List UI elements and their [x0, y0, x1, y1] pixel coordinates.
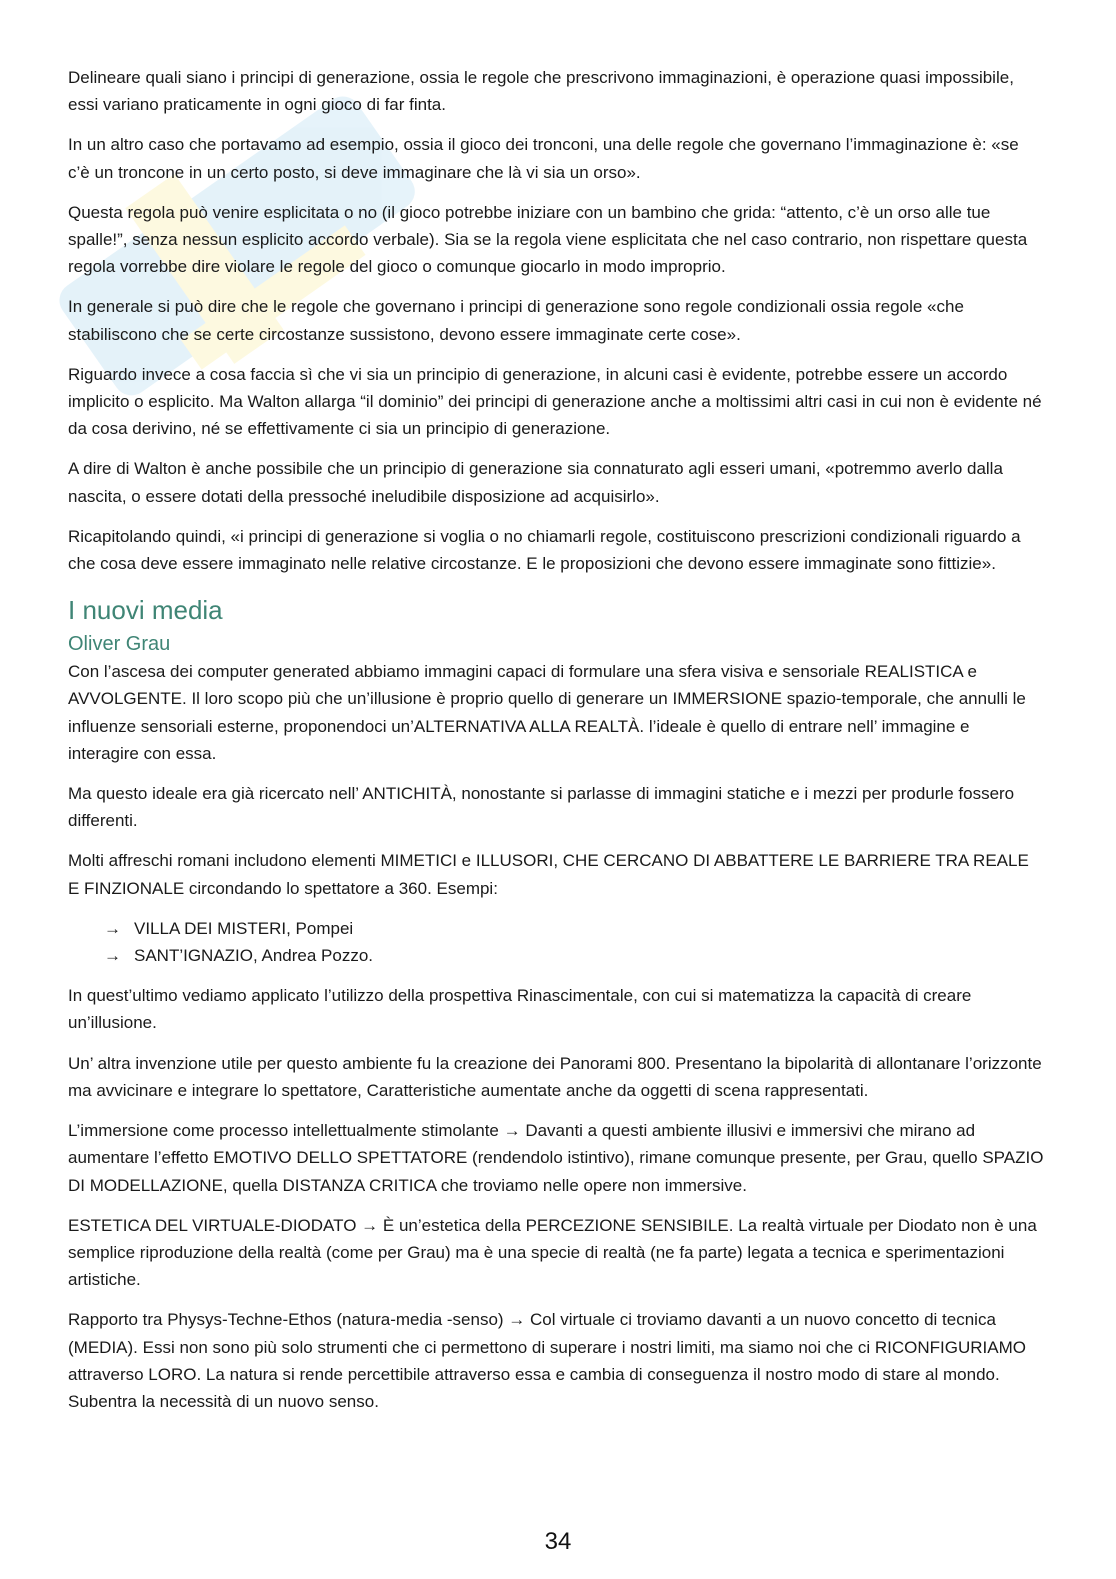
paragraph: Ma questo ideale era già ricercato nell’ ANTICHITÀ, nonostante si parlasse di immagini statiche e i mezzi per produrle fossero differenti.: [68, 784, 1015, 831]
list-item-text: VILLA DEI MISTERI, Pompei: [134, 918, 354, 938]
page-number: 34: [544, 1528, 572, 1555]
section-heading: I nuovi media: [68, 595, 223, 626]
list-item-text: SANT’IGNAZIO, Andrea Pozzo.: [134, 946, 374, 966]
paragraph: Un’ altra invenzione utile per questo ambiente fu la creazione dei Panorami 800. Presentano la bipolarità di allontanare l’orizzonte ma avvicinare e integrare lo spettatore, Caratteristiche aumentate anche da oggetti di scena rappresentati.: [68, 1053, 1042, 1100]
list-item: [104, 942, 1044, 969]
paragraph: Con l’ascesa dei computer generated abbiamo immagini capaci di formulare una sfera visiva e sensoriale REALISTICA e AVVOLGENTE. Il loro scopo più che un’illusione è proprio quello di generare un IMMERSIONE spazio-temporale, che annulli le influenze sensoriali esterne, proponendoci un’ALTERNATIVA ALLA REALTÀ. l’ideale è quello di entrare nell’ immagine e interagire con essa.: [68, 662, 1026, 763]
paragraph: Questa regola può venire esplicitata o no (il gioco potrebbe iniziare con un bambino che grida: “attento, c’è un orso alle tue spalle!”, senza nessun esplicito accordo verbale). Sia se la regola viene esplicitata che nel caso contrario, non rispettare questa regola vorrebbe dire violare le regole del gioco o comunque giocarlo in modo improprio.: [68, 202, 1028, 277]
paragraph: In quest’ultimo vediamo applicato l’utilizzo della prospettiva Rinascimentale, con cui si matematizza la capacità di creare un’illusione.: [68, 986, 972, 1033]
paragraph: Molti affreschi romani includono elementi MIMETICI e ILLUSORI, CHE CERCANO DI ABBATTERE LE BARRIERE TRA REALE E FINZIONALE circondando lo spettatore a 360. Esempi:: [68, 851, 1029, 898]
examples-list: [104, 915, 1044, 969]
paragraph: Ricapitolando quindi, «i principi di generazione si voglia o no chiamarli regole, costituiscono prescrizioni condizionali riguardo a che cosa deve essere immaginato nelle relative circostanze. E le proposizioni che devono essere immaginate sono fittizie».: [68, 526, 1021, 574]
arrow-icon: →: [104, 946, 121, 966]
paragraph: A dire di Walton è anche possibile che un principio di generazione sia connaturato agli esseri umani, «potremmo averlo dalla nascita, o essere dotati della pressoché ineludibile disposizione ad acquisirlo».: [68, 459, 1003, 506]
list-item: [104, 915, 1044, 942]
paragraph: In generale si può dire che le regole che governano i principi di generazione sono regole condizionali ossia regole «che stabiliscono che se certe circostanze sussistono, devono essere immaginate certe cose».: [68, 297, 964, 344]
paragraph: Rapporto tra Physys-Techne-Ethos (natura-media -senso) → Col virtuale ci troviamo davanti a un nuovo concetto di tecnica (MEDIA). Essi non sono più solo strumenti che ci permettono di superare i nostri limiti, ma siamo noi che ci RICONFIGURIAMO attraverso LORO. La natura si rende percettibile attraverso essa e cambia di conseguenza il nostro modo di stare al mondo. Subentra la necessità di un nuovo senso.: [68, 1310, 1026, 1411]
document-page: [68, 64, 1044, 1428]
paragraph: Delineare quali siano i principi di generazione, ossia le regole che prescrivono immaginazioni, è operazione quasi impossibile, essi variano praticamente in ogni gioco di far finta.: [68, 68, 1014, 115]
arrow-icon: →: [104, 918, 121, 938]
paragraph: L’immersione come processo intellettualmente stimolante → Davanti a questi ambiente illusivi e immersivi che mirano ad aumentare l’effetto EMOTIVO DELLO SPETTATORE (rendendolo istintivo), rimane comunque presente, per Grau, quello SPAZIO DI MODELLAZIONE, quella DISTANZA CRITICA che troviamo nelle opere non immersive.: [68, 1121, 1044, 1195]
paragraph: ESTETICA DEL VIRTUALE-DIODATO → È un’estetica della PERCEZIONE SENSIBILE. La realtà virtuale per Diodato non è una semplice riproduzione della realtà (come per Grau) ma è una specie di realtà (ne fa parte) legata a tecnica e sperimentazioni artistiche.: [68, 1215, 1037, 1290]
paragraph: Riguardo invece a cosa faccia sì che vi sia un principio di generazione, in alcuni casi è evidente, potrebbe essere un accordo implicito o esplicito. Ma Walton allarga “il dominio” dei principi di generazione anche a moltissimi altri casi in cui non è evidente né da cosa derivino, né se effettivamente ci sia un principio di generazione.: [68, 364, 1042, 439]
paragraph: In un altro caso che portavamo ad esempio, ossia il gioco dei tronconi, una delle regole che governano l’immaginazione è: «se c’è un troncone in un certo posto, si deve immaginare che là vi sia un orso».: [68, 135, 1019, 182]
section-subheading: Oliver Grau: [68, 633, 171, 656]
